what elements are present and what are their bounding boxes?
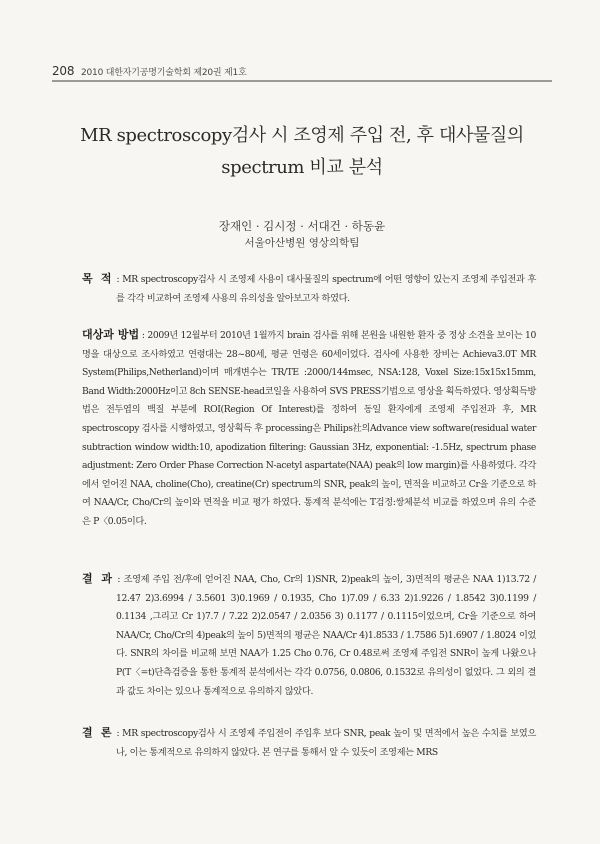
section-results-text: : 조영제 주입 전/후에 얻어진 NAA, Cho, Cr의 1)SNR, 2)peak의 높이, 3)면적의 평균은 NAA 1)13.72 / 12.47 2)3.6994 / 3.5601 3)0.1969 / 0.1935, Cho 1)7.09 / 6.33 2)1.9226 / 1.8542 3)0.1199 / 0.1134 ,그리고 Cr 1)7.7 / 7.22 2)2.0547 / 2.0356 3) 0.1177 / 0.1115이었으며, Cr을 기준으로 하여 NAA/Cr, Cho/Cr의 4)peak의 높이 5)면적의 평균은 NAA/Cr 4)1.8533 / 1.7586 5)1.6907 / 1.8024 이었다. SNR의 차이를 비교해 보면 NAA가 1.25 Cho 0.76, Cr 0.48로써 조영제 주입전 SNR이 높게 나왔으나 P(T〈=t)단측검증을 통한 통계적 분석에서는 각각 0.0756, 0.0806, 0.1532로 유의성이 없었다. 그 외의 결과 값도 차이는 있으나 통계적으로 유의하지 않았다. bbox=[116, 574, 536, 697]
section-methods-text: : 2009년 12월부터 2010년 1월까지 brain 검사를 위해 본원을 내원한 환자 중 정상 소견을 보이는 10명을 대상으로 조사하였고 연령대는 28~80세, 평균 연령은 60세이었다. 검사에 사용한 장비는 Achieva3.0T MR System(Philips,Netherland)이며 매개변수는 TR/TE :2000/144msec, NSA:128, Voxel Size:15x15x15mm, Band Width:2000Hz이고 8ch SENSE-head코일을 사용하여 SVS PRESS기법으로 영상을 획득하였다. 영상획득방법은 전두엽의 백질 부분에 ROI(Region Of Interest)를 정하여 동일 환자에게 조영제 주입전과 후, MR spectroscopy 검사를 시행하였고, 영상획득 후 processing은 Philips社의Advance view software(residual water subtraction window width:10, apodization filtering: Gaussian 3Hz, exponential: -1.5Hz, spectrum phase adjustment: Zero Order Phase Correction N-acetyl aspartate(NAA) peak의 low margin)를 사용하였다. 각각에서 얻어진 NAA, choline(Cho), creatine(Cr) spectrum의 SNR, peak의 높이, 면적을 비교하고 Cr을 기준으로 하여 NAA/Cr, Cho/Cr의 높이와 면적을 비교 평가 하였다. 통계적 분석에는 T검정:쌍체분석 비교를 하였으며 유의 수준은 P〈0.05이다. bbox=[82, 330, 537, 527]
header-rule bbox=[52, 80, 552, 82]
page-number: 208 bbox=[52, 64, 75, 78]
section-purpose bbox=[82, 270, 536, 308]
section-conclusion-text: : MR spectroscopy검사 시 조영제 주입전이 주입후 보다 SNR, peak 높이 및 면적에서 높은 수치를 보였으나, 이는 통계적으로 유의하지 않았다. 본 연구를 통해서 알 수 있듯이 조영제는 MRS bbox=[116, 728, 536, 758]
section-results-body bbox=[82, 570, 536, 701]
paper-title bbox=[52, 120, 552, 184]
section-purpose-body bbox=[82, 270, 536, 308]
author-list: 장재인 · 김시정 · 서대건 · 하동윤 bbox=[218, 219, 386, 233]
section-conclusion bbox=[82, 724, 536, 762]
title-line-2: spectrum 비교 분석 bbox=[221, 157, 383, 178]
section-conclusion-body bbox=[82, 724, 536, 762]
section-purpose-text: : MR spectroscopy검사 시 조영제 사용이 대사물질의 spectrum에 어떤 영향이 있는지 조영제 주입전과 후를 각각 비교하여 조영제 사용의 유의성을 알아보고자 하였다. bbox=[116, 274, 536, 304]
section-conclusion-label: 결 론 bbox=[82, 726, 114, 739]
running-head bbox=[52, 64, 552, 78]
section-purpose-label: 목 적 bbox=[82, 272, 114, 285]
author-block bbox=[52, 218, 552, 252]
section-results-label: 결 과 bbox=[82, 572, 114, 585]
journal-name: 2010 대한자기공명기술학회 제20권 제1호 bbox=[80, 68, 247, 78]
title-line-1: MR spectroscopy검사 시 조영제 주입 전, 후 대사물질의 bbox=[80, 125, 524, 146]
affiliation: 서울아산병원 영상의학팀 bbox=[244, 237, 360, 249]
section-methods bbox=[82, 326, 536, 532]
section-methods-label: 대상과 방법 bbox=[82, 328, 140, 341]
section-results bbox=[82, 570, 536, 701]
